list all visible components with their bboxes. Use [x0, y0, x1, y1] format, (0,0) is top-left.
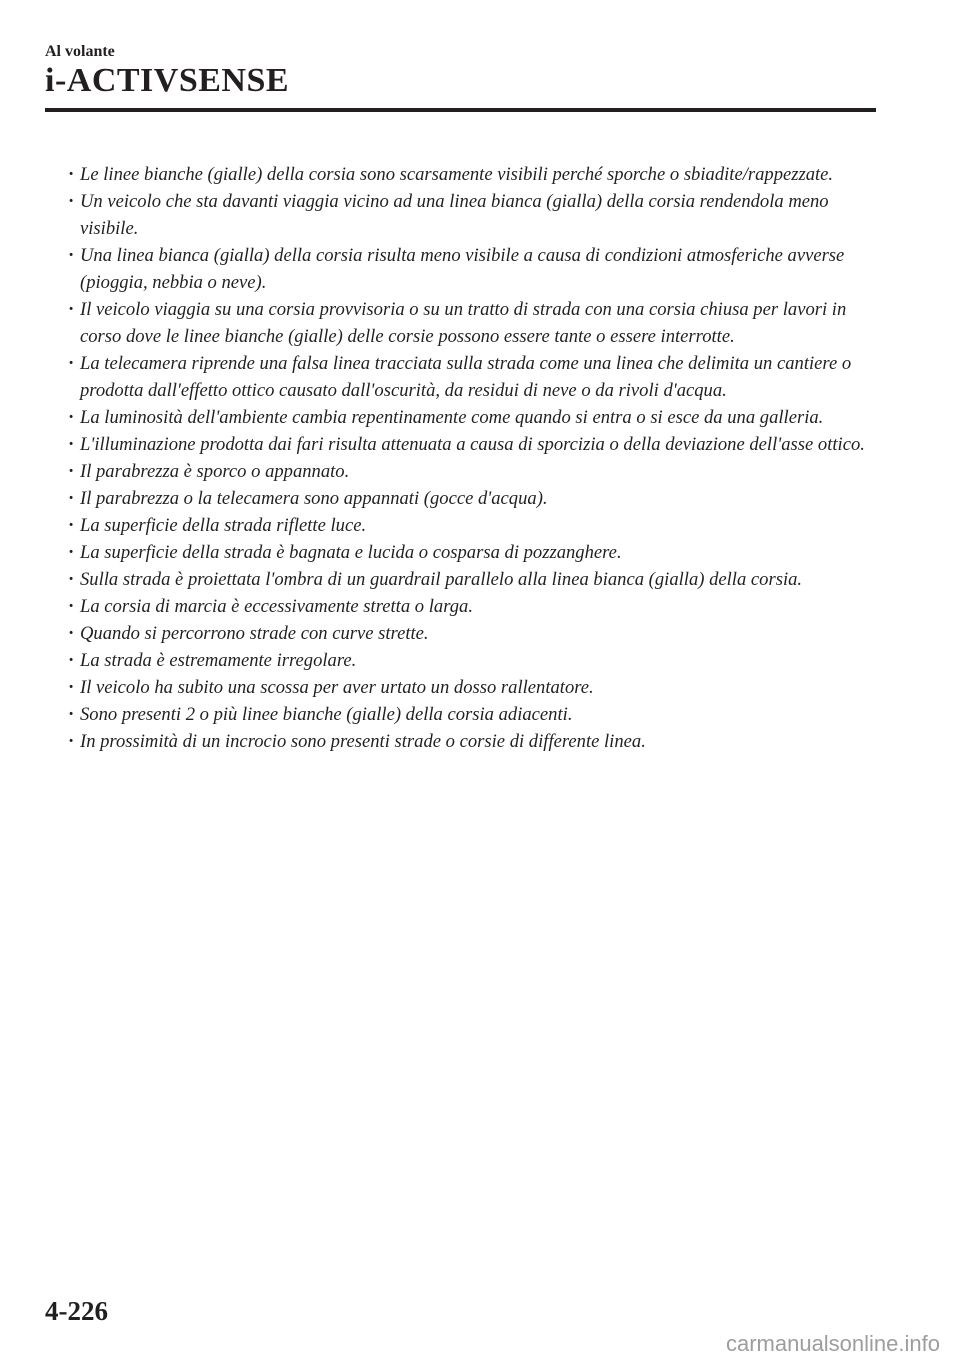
list-item — [68, 296, 868, 350]
list-item — [68, 188, 868, 242]
list-item-text: Sulla strada è proiettata l'ombra di un guardrail parallelo alla linea bianca (gialla) della corsia. — [80, 569, 803, 590]
list-item-text: Quando si percorrono strade con curve strette. — [80, 623, 429, 644]
list-item — [68, 539, 868, 566]
bullet-dot-icon: · — [68, 245, 75, 266]
list-item-text: L'illuminazione prodotta dai fari risulta attenuata a causa di sporcizia o della deviazione dell'asse ottico. — [80, 434, 865, 455]
list-item — [68, 431, 868, 458]
list-item-text: In prossimità di un incrocio sono presenti strade o corsie di differente linea. — [80, 731, 646, 752]
condition-list — [68, 161, 868, 755]
bullet-dot-icon: · — [68, 353, 75, 374]
bullet-dot-icon: · — [68, 434, 75, 455]
list-item-text: Il veicolo viaggia su una corsia provvisoria o su un tratto di strada con una corsia chiusa per lavori in corso dove le linee bianche (gialle) delle corsie possono essere tante o essere interrotte. — [80, 299, 847, 347]
list-item-text: La strada è estremamente irregolare. — [80, 650, 357, 671]
chapter-title: i-ACTIVSENSE — [45, 62, 290, 99]
bullet-dot-icon: · — [68, 731, 75, 752]
bullet-dot-icon: · — [68, 299, 75, 320]
list-item-text: La luminosità dell'ambiente cambia repentinamente come quando si entra o si esce da una galleria. — [80, 407, 824, 428]
bullet-dot-icon: · — [68, 542, 75, 563]
list-item-text: La superficie della strada riflette luce. — [80, 515, 367, 536]
list-item-text: Il parabrezza è sporco o appannato. — [80, 461, 350, 482]
bullet-dot-icon: · — [68, 650, 75, 671]
bullet-dot-icon: · — [68, 677, 75, 698]
bullet-dot-icon: · — [68, 623, 75, 644]
list-item-text: Un veicolo che sta davanti viaggia vicino ad una linea bianca (gialla) della corsia rendendola meno visibile. — [80, 191, 829, 239]
list-item — [68, 350, 868, 404]
bullet-dot-icon: · — [68, 461, 75, 482]
bullet-dot-icon: · — [68, 704, 75, 725]
list-item — [68, 647, 868, 674]
list-item — [68, 404, 868, 431]
bullet-dot-icon: · — [68, 488, 75, 509]
list-item — [68, 458, 868, 485]
list-item-text: Il veicolo ha subito una scossa per aver urtato un dosso rallentatore. — [80, 677, 594, 698]
list-item — [68, 242, 868, 296]
list-item-text: Sono presenti 2 o più linee bianche (gialle) della corsia adiacenti. — [80, 704, 573, 725]
bullet-dot-icon: · — [68, 191, 75, 212]
bullet-dot-icon: · — [68, 515, 75, 536]
list-item — [68, 620, 868, 647]
watermark[interactable]: carmanualsonline.info — [725, 1331, 940, 1356]
list-item — [68, 728, 868, 755]
list-item-text: La corsia di marcia è eccessivamente stretta o larga. — [80, 596, 473, 617]
header-rule — [45, 108, 876, 112]
list-item — [68, 161, 868, 188]
bullet-dot-icon: · — [68, 596, 75, 617]
bullet-dot-icon: · — [68, 569, 75, 590]
list-item — [68, 485, 868, 512]
bullet-dot-icon: · — [68, 164, 75, 185]
list-item-text: Una linea bianca (gialla) della corsia risulta meno visibile a causa di condizioni atmosferiche avverse (pioggia, nebbia o neve). — [80, 245, 845, 293]
list-item — [68, 566, 868, 593]
list-item-text: Le linee bianche (gialle) della corsia sono scarsamente visibili perché sporche o sbiadite/rappezzate. — [80, 164, 834, 185]
bullet-dot-icon: · — [68, 407, 75, 428]
section-label: Al volante — [45, 43, 115, 60]
page-number: 4-226 — [45, 1296, 108, 1326]
list-item-text: La telecamera riprende una falsa linea tracciata sulla strada come una linea che delimita un cantiere o prodotta dall'effetto ottico causato dall'oscurità, da residui di neve o da rivoli d'acqua. — [80, 353, 852, 401]
list-item-text: La superficie della strada è bagnata e lucida o cosparsa di pozzanghere. — [80, 542, 622, 563]
list-item — [68, 701, 868, 728]
list-item-text: Il parabrezza o la telecamera sono appannati (gocce d'acqua). — [80, 488, 548, 509]
list-item — [68, 593, 868, 620]
list-item — [68, 674, 868, 701]
list-item — [68, 512, 868, 539]
